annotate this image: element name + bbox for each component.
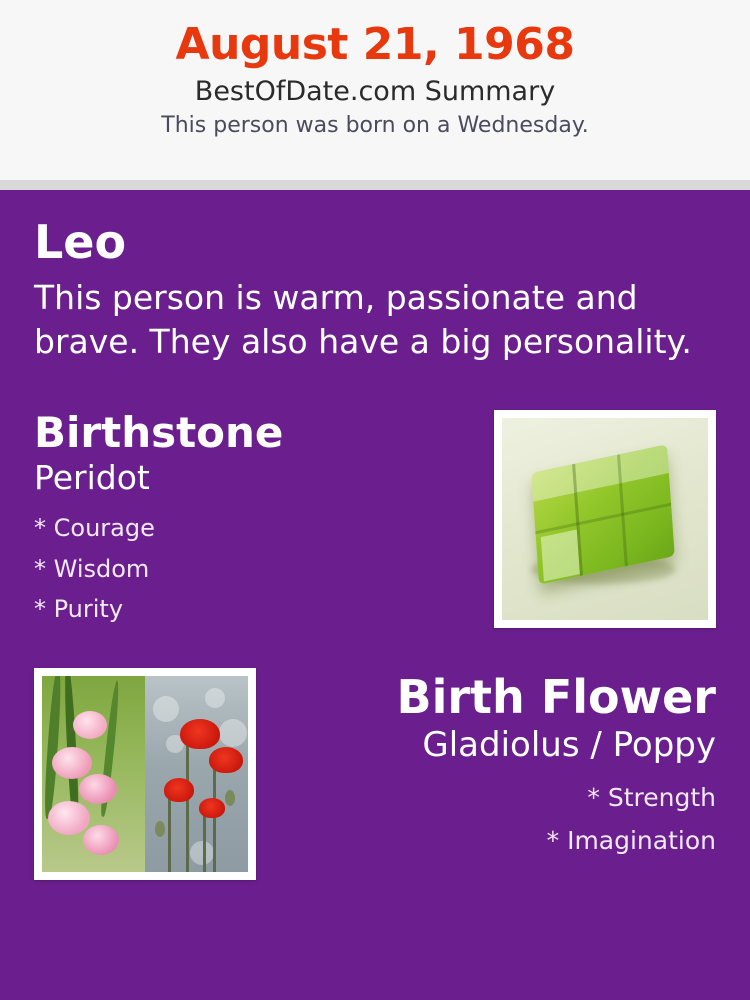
zodiac-description: This person is warm, passionate and brave. They also have a big personality. — [34, 278, 692, 362]
birthstone-section — [34, 410, 716, 640]
birth-flower-name: Gladiolus / Poppy — [422, 724, 716, 765]
birth-flower-title: Birth Flower — [396, 670, 716, 725]
card-body — [0, 190, 750, 883]
page-title: August 21, 1968 — [175, 19, 575, 70]
birthstone-trait: * Courage — [34, 513, 155, 542]
birth-flower-trait: * Imagination — [546, 825, 716, 855]
weekday-line: This person was born on a Wednesday. — [161, 113, 589, 139]
peridot-image-inner — [502, 418, 708, 620]
gladiolus-half-image — [42, 676, 145, 872]
birth-flower-section — [34, 668, 716, 883]
peridot-gemstone-photo — [494, 410, 716, 628]
flower-image-inner — [42, 676, 248, 872]
gladiolus-poppy-photo — [34, 668, 256, 880]
poppy-half-image — [145, 676, 248, 872]
birthstone-trait: * Wisdom — [34, 554, 150, 583]
birthstone-text — [34, 410, 464, 630]
birthstone-trait: * Purity — [34, 595, 124, 624]
birth-flower-text — [284, 668, 716, 862]
birthstone-title: Birthstone — [34, 408, 284, 458]
zodiac-section — [34, 215, 716, 364]
site-summary-label: BestOfDate.com Summary — [194, 76, 556, 108]
birthstone-name: Peridot — [34, 458, 150, 498]
zodiac-sign-name: Leo — [34, 215, 127, 269]
birth-flower-trait: * Strength — [587, 783, 716, 813]
header-divider — [0, 180, 750, 190]
card-header — [0, 0, 750, 180]
